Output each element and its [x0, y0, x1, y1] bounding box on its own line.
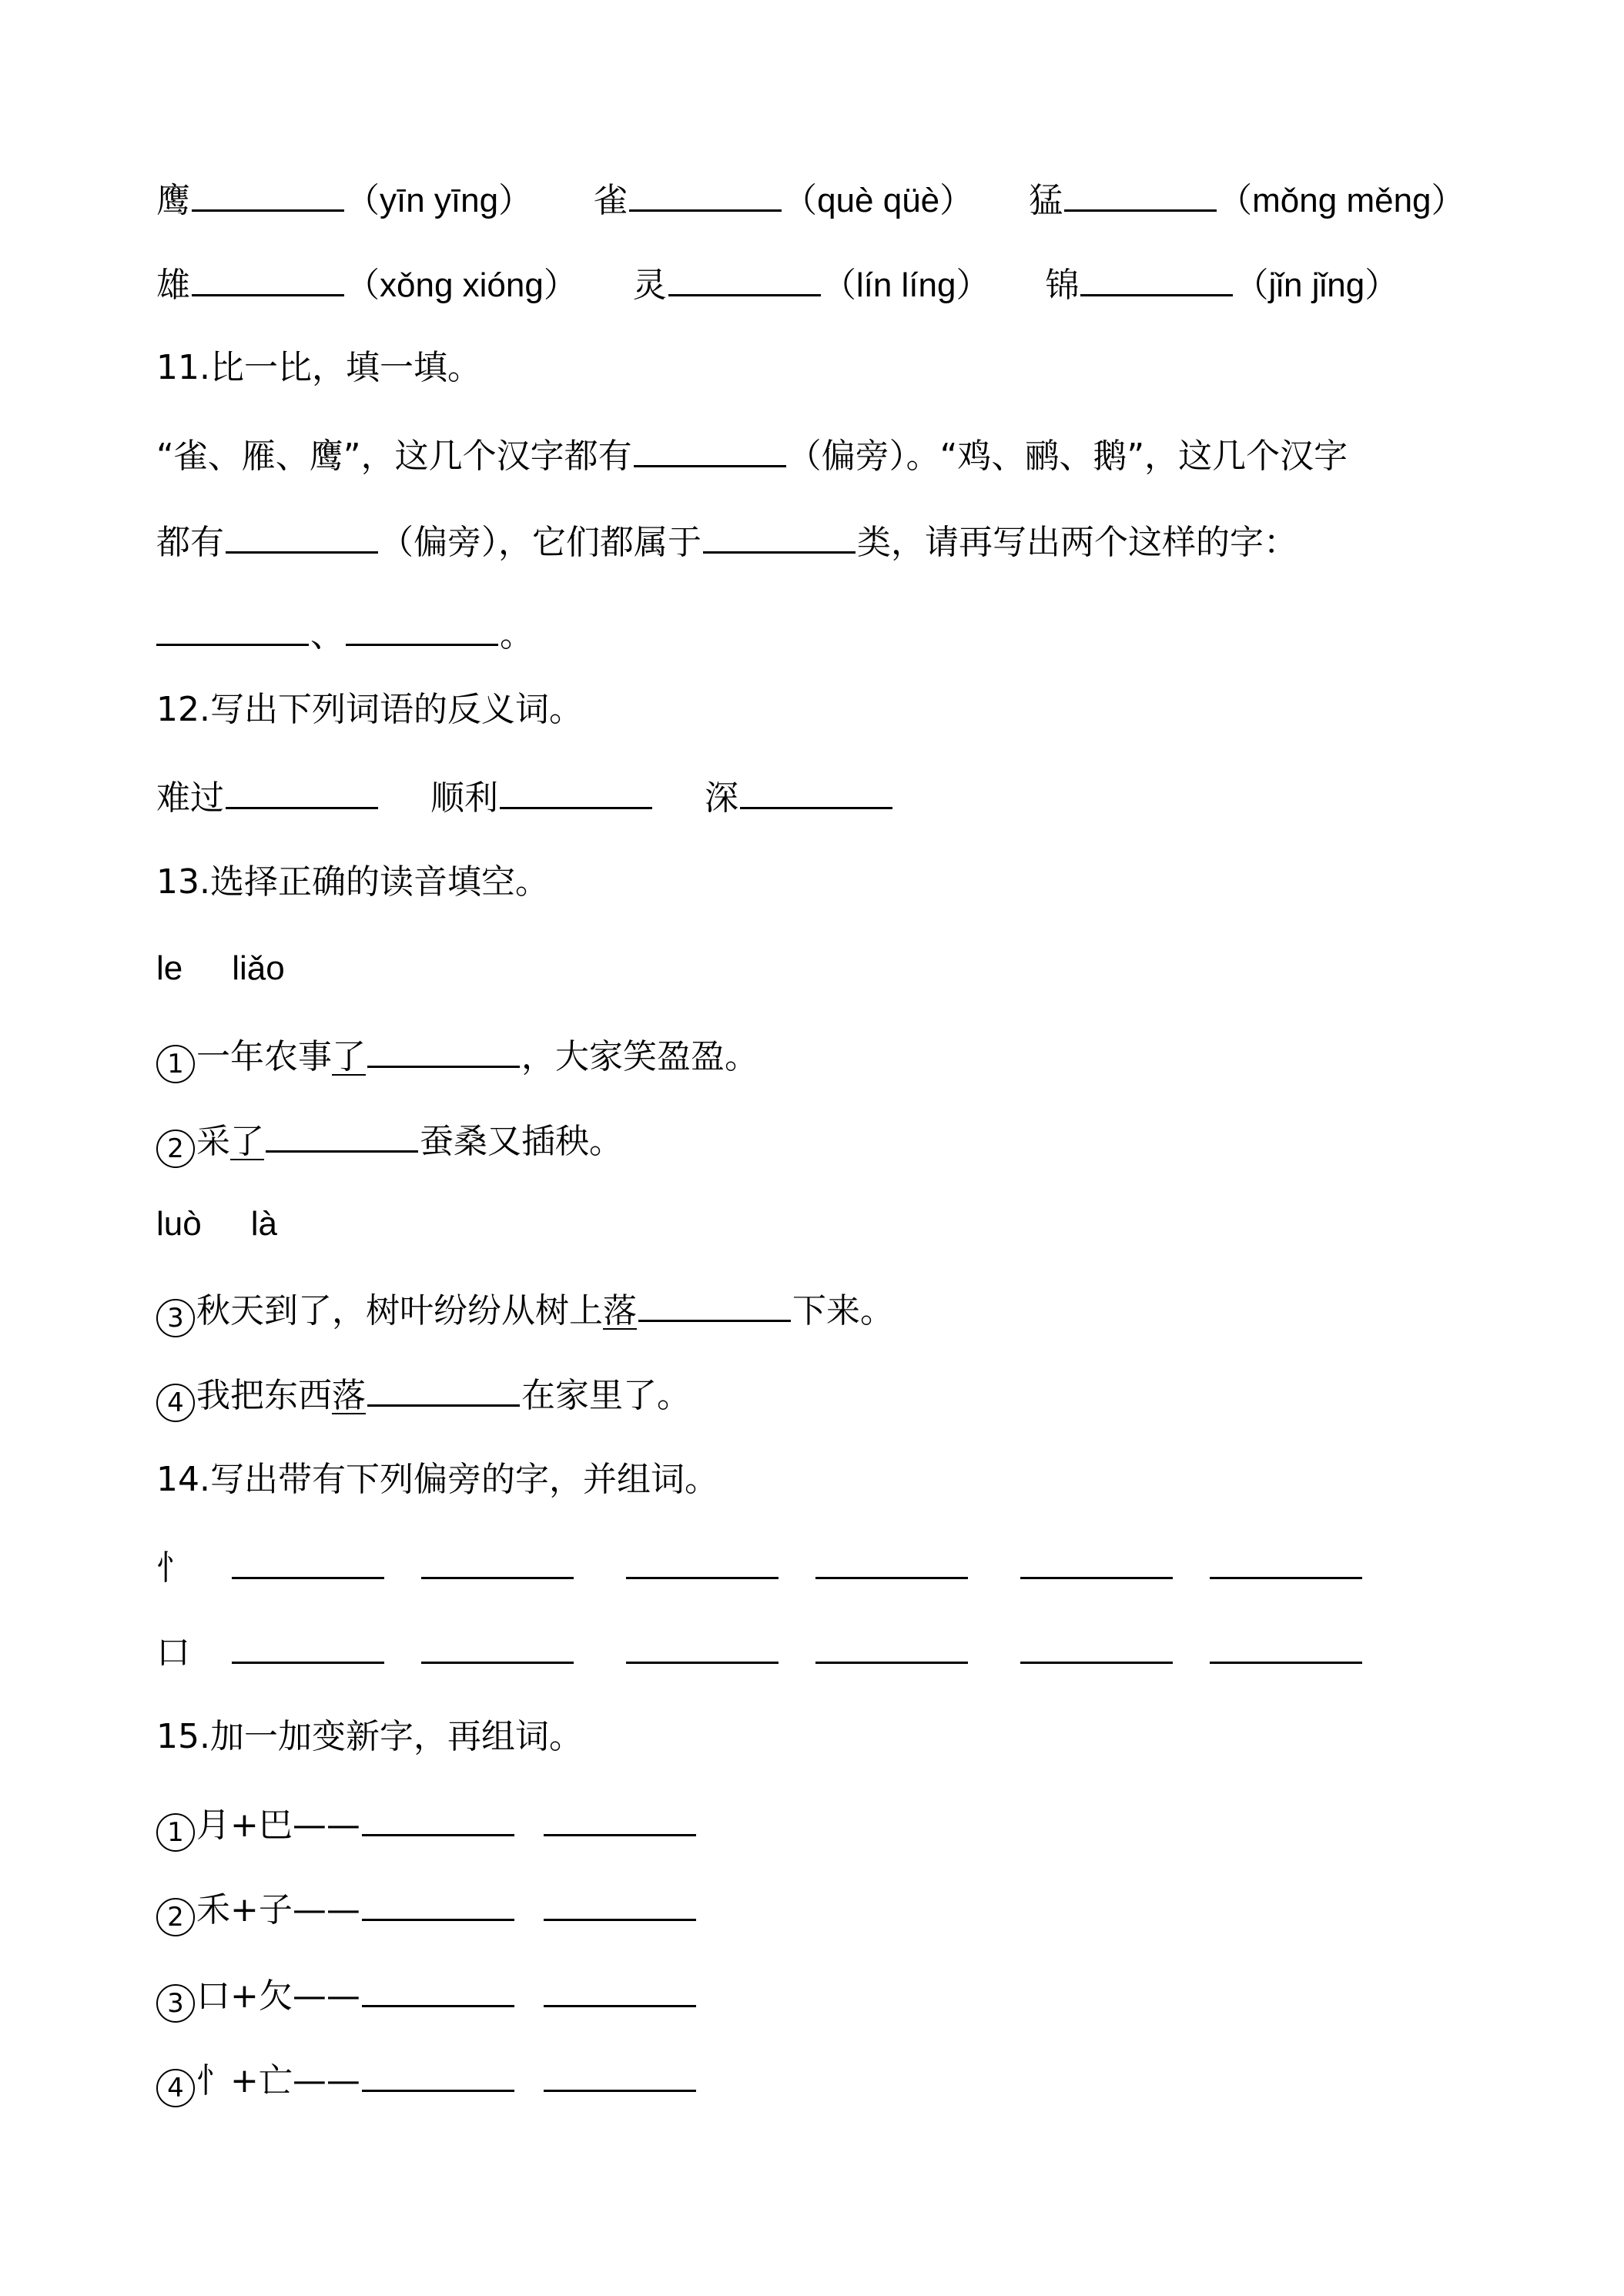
- answer-blank[interactable]: [232, 1543, 384, 1579]
- q12-words: [156, 773, 894, 822]
- answer-blank[interactable]: [626, 1628, 779, 1664]
- sentence-text: 秋天到了，树叶纷纷从树上: [196, 1291, 603, 1330]
- q13-item-1: [156, 1032, 758, 1083]
- pinyin-options: （lín líng）: [822, 266, 990, 304]
- sentence-text: 采: [196, 1122, 230, 1161]
- answer-blank[interactable]: [740, 773, 892, 809]
- target-char: 落: [332, 1376, 366, 1415]
- answer-blank[interactable]: [1020, 1628, 1173, 1664]
- answer-blank[interactable]: [634, 431, 786, 467]
- answer-blank[interactable]: [1210, 1628, 1362, 1664]
- answer-blank[interactable]: [500, 773, 652, 809]
- q13-options-2: [156, 1201, 277, 1247]
- target-char: 了: [230, 1122, 264, 1161]
- q14-row-1: [156, 1543, 1364, 1591]
- answer-blank[interactable]: [192, 260, 344, 296]
- answer-blank[interactable]: [1064, 176, 1217, 212]
- answer-blank[interactable]: [1020, 1543, 1173, 1579]
- q10-char: 锦: [1045, 266, 1080, 305]
- pinyin-options: （què qüè）: [783, 182, 974, 219]
- q11-text: （偏旁），它们都属于: [380, 523, 702, 562]
- answer-blank[interactable]: [703, 517, 856, 554]
- char-expression: 月+巴——: [196, 1806, 360, 1845]
- sentence-text: 在家里了。: [521, 1376, 691, 1415]
- sentence-text: ，大家笑盈盈。: [521, 1037, 758, 1076]
- q13-title: 13.选择正确的读音填空。: [156, 862, 549, 902]
- circled-number: 2: [156, 1898, 195, 1936]
- answer-blank[interactable]: [626, 1543, 779, 1579]
- q11-text: “雀、雁、鹰”，这几个汉字都有: [156, 437, 632, 476]
- pinyin-option: là: [250, 1205, 277, 1243]
- q11-text: 类，请再写出两个这样的字：: [857, 523, 1298, 562]
- answer-blank[interactable]: [815, 1543, 968, 1579]
- pinyin-options: （xǒng xióng）: [346, 266, 578, 304]
- answer-blank[interactable]: [362, 1971, 514, 2007]
- pinyin-options: （mǒng měng）: [1218, 182, 1465, 219]
- q10-char: 灵: [632, 266, 667, 305]
- answer-blank[interactable]: [362, 1800, 514, 1836]
- q15-item-1: [156, 1800, 698, 1852]
- circled-number: 1: [156, 1813, 195, 1852]
- antonym-word: 深: [705, 778, 738, 818]
- answer-blank[interactable]: [544, 1971, 696, 2007]
- circled-number: 4: [156, 1384, 195, 1422]
- answer-blank[interactable]: [232, 1628, 384, 1664]
- q10-char: 雄: [156, 266, 190, 305]
- answer-blank[interactable]: [544, 1800, 696, 1836]
- answer-blank[interactable]: [544, 2056, 696, 2092]
- answer-blank[interactable]: [638, 1286, 791, 1322]
- answer-blank[interactable]: [1080, 260, 1233, 296]
- answer-blank[interactable]: [362, 2056, 514, 2092]
- answer-blank[interactable]: [421, 1543, 574, 1579]
- target-char: 了: [332, 1037, 366, 1076]
- char-expression: 禾+子——: [196, 1890, 360, 1930]
- q13-options-1: [156, 946, 285, 992]
- answer-blank[interactable]: [1210, 1543, 1362, 1579]
- radical: 口: [156, 1633, 190, 1672]
- answer-blank[interactable]: [668, 260, 821, 296]
- q14-title: 14.写出带有下列偏旁的字，并组词。: [156, 1460, 718, 1499]
- antonym-word: 顺利: [430, 778, 498, 818]
- q10-row-2: [156, 260, 1398, 309]
- answer-blank[interactable]: [362, 1885, 514, 1921]
- q11-line-1: [156, 431, 1348, 480]
- q10-char: 猛: [1029, 181, 1063, 220]
- q10-char: 鹰: [156, 181, 190, 220]
- char-expression: 口+欠——: [196, 1976, 360, 2016]
- answer-blank[interactable]: [266, 1116, 418, 1153]
- sentence-text: 我把东西: [196, 1376, 332, 1415]
- sentence-text: 下来。: [792, 1291, 894, 1330]
- answer-blank[interactable]: [346, 610, 498, 646]
- q13-item-2: [156, 1116, 623, 1168]
- char-expression: 忄+亡——: [196, 2061, 360, 2100]
- q15-title: 15.加一加变新字，再组词。: [156, 1717, 583, 1756]
- answer-blank[interactable]: [367, 1371, 520, 1407]
- target-char: 落: [603, 1291, 637, 1330]
- pinyin-options: （jǐn jǐng）: [1234, 266, 1399, 304]
- answer-blank[interactable]: [421, 1628, 574, 1664]
- circled-number: 4: [156, 2069, 195, 2107]
- pinyin-option: liǎo: [232, 949, 285, 987]
- q10-row-1: [156, 176, 1465, 224]
- q11-text: 。: [500, 615, 534, 654]
- answer-blank[interactable]: [815, 1628, 968, 1664]
- circled-number: 3: [156, 1984, 195, 2023]
- q11-text: （偏旁）。“鸡、鹂、鹅”，这几个汉字: [787, 437, 1348, 476]
- q11-line-3: [156, 610, 534, 658]
- q11-line-2: [156, 517, 1298, 566]
- q12-title: 12.写出下列词语的反义词。: [156, 690, 583, 729]
- q10-char: 雀: [594, 181, 628, 220]
- pinyin-option: le: [156, 949, 183, 987]
- q11-text: 、: [310, 615, 344, 654]
- q11-text: 都有: [156, 523, 224, 562]
- pinyin-options: （yīn yīng）: [346, 182, 533, 219]
- q13-item-4: [156, 1371, 691, 1422]
- q11-title: 11.比一比，填一填。: [156, 348, 481, 387]
- sentence-text: 一年农事: [196, 1037, 332, 1076]
- answer-blank[interactable]: [629, 176, 782, 212]
- answer-blank[interactable]: [192, 176, 344, 212]
- q15-item-4: [156, 2056, 698, 2107]
- sentence-text: 蚕桑又插秧。: [420, 1122, 623, 1161]
- radical: 忄: [156, 1548, 190, 1588]
- answer-blank[interactable]: [156, 610, 309, 646]
- q15-item-3: [156, 1971, 698, 2023]
- pinyin-option: luò: [156, 1205, 202, 1243]
- answer-blank[interactable]: [367, 1032, 520, 1068]
- circled-number: 1: [156, 1045, 195, 1083]
- circled-number: 2: [156, 1130, 195, 1168]
- answer-blank[interactable]: [544, 1885, 696, 1921]
- q15-item-2: [156, 1885, 698, 1936]
- answer-blank[interactable]: [226, 517, 378, 554]
- answer-blank[interactable]: [226, 773, 378, 809]
- antonym-word: 难过: [156, 778, 224, 818]
- q13-item-3: [156, 1286, 894, 1337]
- circled-number: 3: [156, 1299, 195, 1337]
- q14-row-2: [156, 1628, 1364, 1676]
